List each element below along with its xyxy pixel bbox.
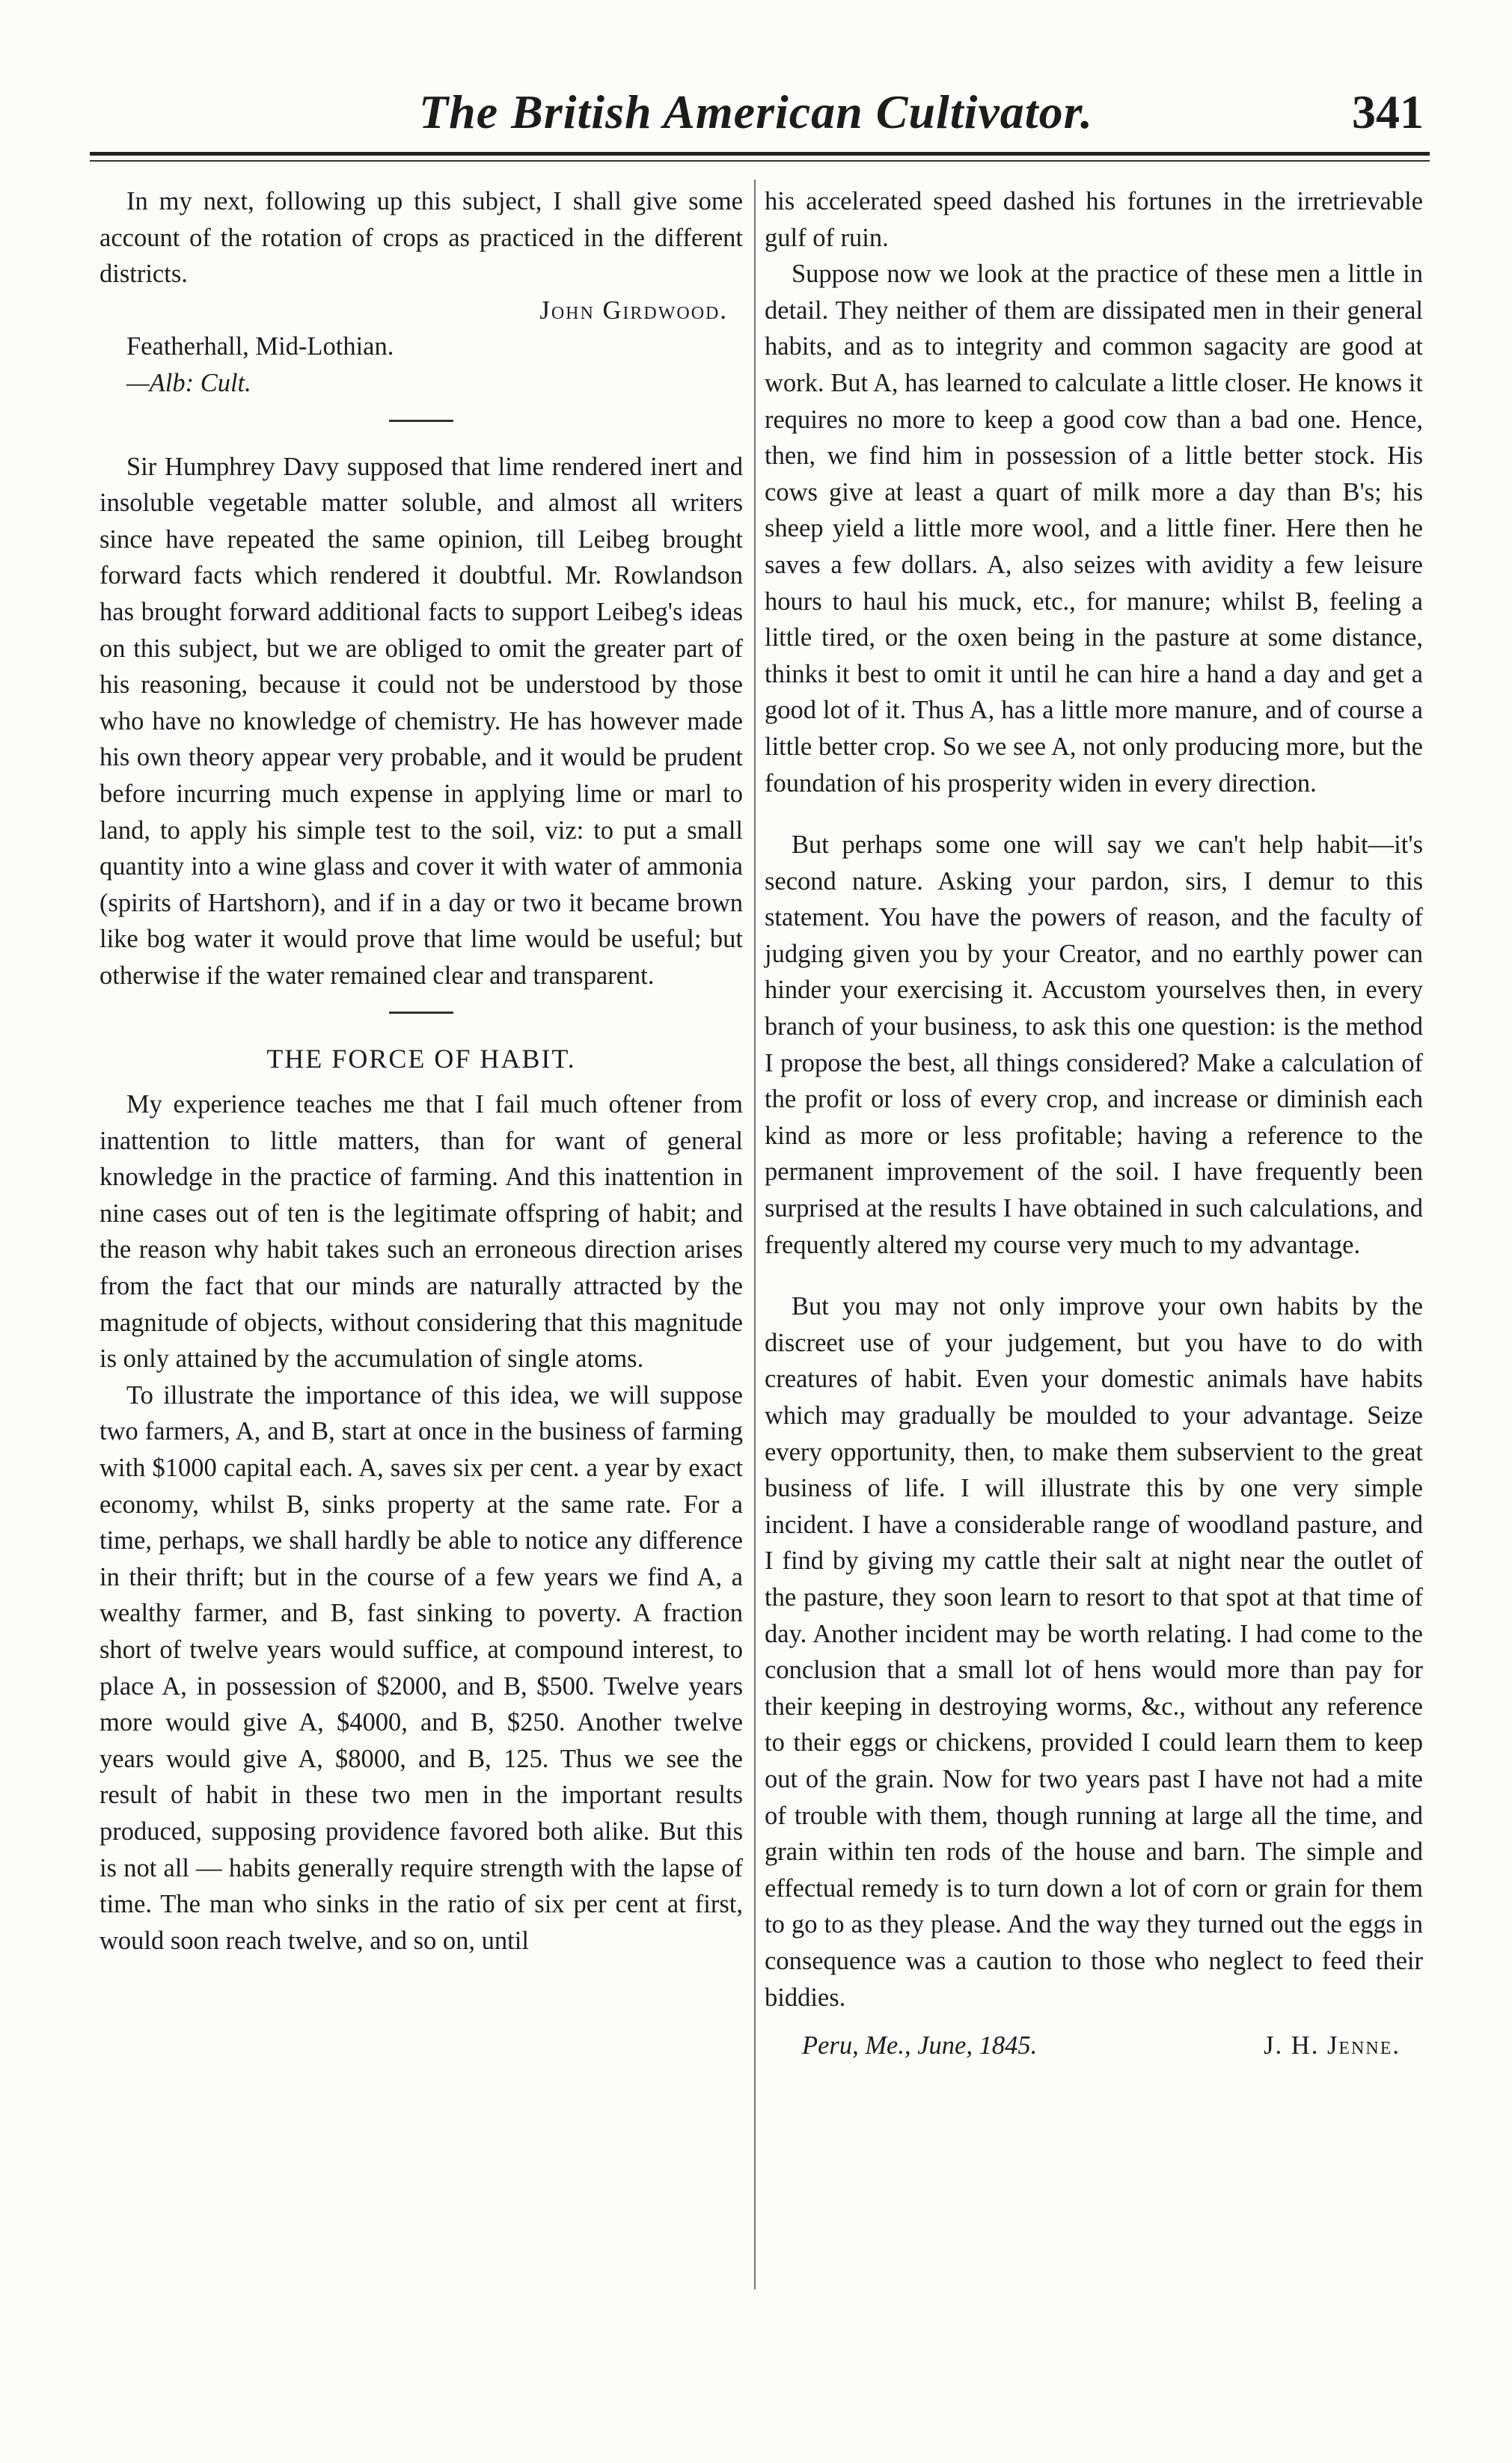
closing-author: J. H. Jenne. — [1264, 2031, 1401, 2060]
left-column — [100, 183, 743, 1959]
header-rule — [90, 152, 1430, 156]
signature-source: —Alb: Cult. — [126, 368, 251, 397]
page-number: 341 — [1352, 85, 1424, 138]
right-column — [765, 183, 1423, 2064]
section-divider — [389, 420, 453, 422]
paragraph: In my next, following up this subject, I shall give some account of the rotation of crops as practiced in the different districts. — [100, 187, 743, 289]
closing-date: Peru, Me., June, 1845. — [802, 2031, 1038, 2060]
running-title: The British American Cultivator. — [419, 85, 1093, 138]
section-title: THE FORCE OF HABIT. — [266, 1044, 576, 1074]
paragraph-gap — [765, 1263, 1423, 1288]
paragraph: My experience teaches me that I fail much oftener from inattention to little matters, than for want of general knowledge in the practice of farming. And this inattention in nine cases out of ten is the legitimate offspring of habit; and the reason why habit takes such an erroneous direction arises from the fact that our minds are naturally attracted by the magnitude of objects, without considering that this magnitude is only attained by the accumulation of single atoms. — [100, 1090, 743, 1374]
signature-place: Featherhall, Mid-Lothian. — [126, 332, 394, 361]
paragraph: Sir Humphrey Davy supposed that lime rendered inert and insoluble vegetable matter soluble, and almost all writers since have repeated the same opinion, till Leibeg brought forward facts which rendered it doubtful. Mr. Rowlandson has brought forward additional facts to support Leibeg's ideas on this subject, but we are obliged to omit the greater part of his reasoning, because it could not be understood by those who have no knowledge of chemistry. He has however made his own theory appear very probable, and it would be prudent before incurring much expense in applying lime or marl to land, to apply his simple test to the soil, viz: to put a small quantity into a wine glass and cover it with water of ammonia (spirits of Hartshorn), and if in a day or two it became brown like bog water it would prove that lime would be useful; but otherwise if the water remained clear and transparent. — [100, 452, 743, 990]
column-divider — [754, 180, 756, 2289]
signature-name: John Girdwood. — [539, 296, 728, 325]
header-rule-thin — [90, 160, 1430, 162]
paragraph: his accelerated speed dashed his fortunes in the irretrievable gulf of ruin. — [765, 187, 1423, 252]
paragraph-gap — [765, 801, 1423, 827]
paragraph: Suppose now we look at the practice of these men a little in detail. They neither of them are dissipated men in their general habits, and as to integrity and common sagacity are good at work. But A, has learned to calculate a little closer. He knows it requires no more to keep a good cow than a bad one. Hence, then, we find him in possession of a little better stock. His cows give at least a quart of milk more a day than B's; his sheep yield a little more wool, and a little finer. Here then he saves a few dollars. A, also seizes with avidity a few leisure hours to haul his muck, etc., for manure; whilst B, feeling a little tired, or the oxen being in the pasture at some distance, thinks it best to omit it until he can hire a hand a day and get a good lot of it. Thus A, has a little more manure, and of course a little better crop. So we see A, not only producing more, but the foundation of his prosperity widen in every direction. — [765, 260, 1423, 798]
paragraph: But you may not only improve your own habits by the discreet use of your judgement, but you have to do with creatures of habit. Even your domestic animals have habits which may gradually be moulded to your advantage. Seize every opportunity, then, to make them subservient to the great business of life. I will illustrate this by one very simple incident. I have a considerable range of woodland pasture, and I find by giving my cattle their salt at night near the outlet of the pasture, they soon learn to resort to that spot at that time of day. Another incident may be worth relating. I had come to the conclusion that a small lot of hens would more than pay for their keeping in destroying worms, &c., without any reference to their eggs or chickens, provided I could learn them to keep out of the grain. Now for two years past I have not had a mite of trouble with them, though running at large all the time, and grain within ten rods of the house and barn. The simple and effectual remedy is to turn down a lot of corn or grain for them to go to as they please. And the way they turned out the eggs in consequence was a caution to those who neglect to feed their biddies. — [765, 1292, 1423, 2012]
paragraph: To illustrate the importance of this idea, we will suppose two farmers, A, and B, start at once in the business of farming with $1000 capital each. A, saves six per cent. a year by exact economy, whilst B, sinks property at the same rate. For a time, perhaps, we shall hardly be able to notice any difference in their thrift; but in the course of a few years we find A, a wealthy farmer, and B, fast sinking to poverty. A fraction short of twelve years would suffice, at compound interest, to place A, in possession of $2000, and B, $500. Twelve years more would give A, $4000, and B, $250. Another twelve years would give A, $8000, and B, 125. Thus we see the result of habit in these two men in the important results produced, supposing providence favored both alike. But this is not all — habits generally require strength with the lapse of time. The man who sinks in the ratio of six per cent at first, would soon reach twelve, and so on, until — [100, 1380, 743, 1955]
article-closing — [765, 2028, 1423, 2064]
paragraph: But perhaps some one will say we can't help habit—it's second nature. Asking your pardon, sirs, I demur to this statement. You have the powers of reason, and the faculty of judging given you by your Creator, and no earthly power can hinder your exercising it. Accustom yourselves then, in every branch of your business, to ask this one question: is the method I propose the best, all things considered? Make a calculation of the profit or loss of every crop, and increase or diminish each kind as more or less profitable; having a reference to the permanent improvement of the soil. I have frequently been surprised at the results I have obtained in such calculations, and frequently altered my course very much to my advantage. — [765, 830, 1423, 1259]
section-divider — [389, 1012, 453, 1014]
running-head — [82, 71, 1430, 153]
